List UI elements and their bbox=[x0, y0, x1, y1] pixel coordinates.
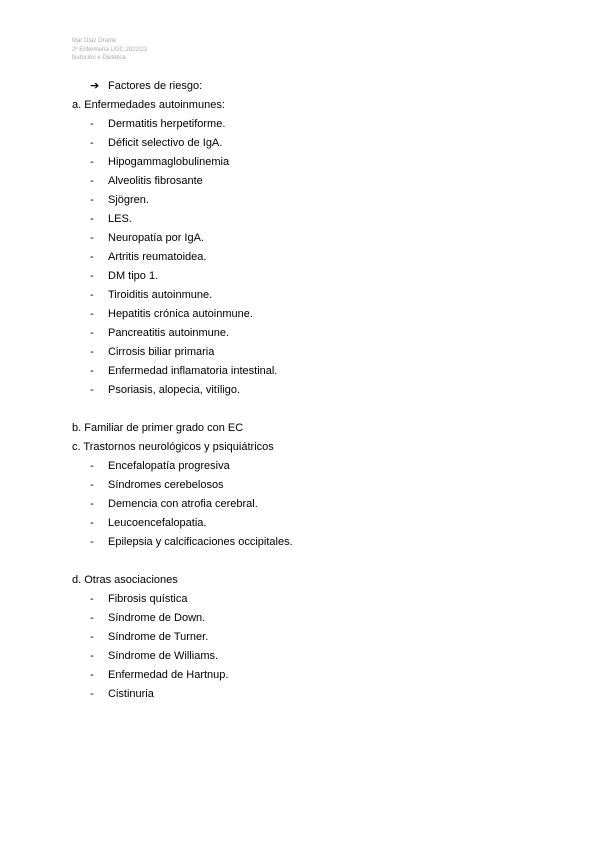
author-name: Mar Díaz Orante bbox=[72, 38, 117, 44]
list-item: - Enfermedad de Hartnup. bbox=[72, 666, 532, 685]
list-item: - Síndrome de Turner. bbox=[72, 628, 532, 647]
course-info: 2º Enfermería UGC 2022/23 bbox=[72, 46, 148, 53]
list-item: - Enfermedad inflamatoria intestinal. bbox=[72, 362, 532, 381]
document-body bbox=[72, 77, 532, 704]
intro-text: Factores de riesgo: bbox=[108, 80, 203, 92]
list-item: - Sjögren. bbox=[72, 191, 532, 210]
list-item: - DM tipo 1. bbox=[72, 267, 532, 286]
arrow-right-icon: ➔ bbox=[90, 80, 100, 92]
list-item: - Neuropatía por IgA. bbox=[72, 229, 532, 248]
dash-bullet: - bbox=[90, 194, 94, 206]
dash-bullet: - bbox=[90, 669, 94, 681]
dash-bullet: - bbox=[90, 365, 94, 377]
list-item: - Cistinuria bbox=[72, 685, 532, 704]
subject-name: Nutrición e Dietética bbox=[72, 55, 126, 61]
dash-bullet: - bbox=[90, 517, 94, 529]
list-item: - Pancreatitis autoinmune. bbox=[72, 324, 532, 343]
dash-bullet: - bbox=[90, 289, 94, 301]
section-a-list bbox=[72, 115, 532, 400]
dash-bullet: - bbox=[90, 270, 94, 282]
dash-bullet: - bbox=[90, 631, 94, 643]
section-b-heading: b. Familiar de primer grado con EC bbox=[72, 422, 244, 434]
page-header bbox=[72, 37, 147, 63]
dash-bullet: - bbox=[90, 232, 94, 244]
list-item: - Síndrome de Williams. bbox=[72, 647, 532, 666]
list-item: - Demencia con atrofia cerebral. bbox=[72, 495, 532, 514]
section-d-heading: d. Otras asociaciones bbox=[72, 574, 178, 586]
list-item: - Alveolitis fibrosante bbox=[72, 172, 532, 191]
list-item: - Psoriasis, alopecia, vitíligo. bbox=[72, 381, 532, 400]
list-item: - Fibrosis quística bbox=[72, 590, 532, 609]
list-item: - Cirrosis biliar primaria bbox=[72, 343, 532, 362]
dash-bullet: - bbox=[90, 612, 94, 624]
dash-bullet: - bbox=[90, 118, 94, 130]
dash-bullet: - bbox=[90, 327, 94, 339]
list-item: - LES. bbox=[72, 210, 532, 229]
list-item: - Encefalopatía progresiva bbox=[72, 457, 532, 476]
section-d-list bbox=[72, 590, 532, 704]
dash-bullet: - bbox=[90, 384, 94, 396]
list-item: - Tiroiditis autoinmune. bbox=[72, 286, 532, 305]
dash-bullet: - bbox=[90, 593, 94, 605]
dash-bullet: - bbox=[90, 213, 94, 225]
list-item: - Déficit selectivo de IgA. bbox=[72, 134, 532, 153]
dash-bullet: - bbox=[90, 479, 94, 491]
section-a-heading: a. Enfermedades autoinmunes: bbox=[72, 99, 225, 111]
dash-bullet: - bbox=[90, 498, 94, 510]
list-item: - Síndrome de Down. bbox=[72, 609, 532, 628]
dash-bullet: - bbox=[90, 346, 94, 358]
dash-bullet: - bbox=[90, 688, 94, 700]
list-item: - Artritis reumatoidea. bbox=[72, 248, 532, 267]
risk-factors-intro bbox=[72, 77, 532, 96]
section-c-list bbox=[72, 457, 532, 552]
dash-bullet: - bbox=[90, 175, 94, 187]
spacer bbox=[72, 400, 532, 419]
dash-bullet: - bbox=[90, 650, 94, 662]
dash-bullet: - bbox=[90, 156, 94, 168]
section-c-heading: c. Trastornos neurológicos y psiquiátricos bbox=[72, 441, 274, 453]
dash-bullet: - bbox=[90, 536, 94, 548]
list-item: - Leucoencefalopatia. bbox=[72, 514, 532, 533]
dash-bullet: - bbox=[90, 460, 94, 472]
list-item: - Síndromes cerebelosos bbox=[72, 476, 532, 495]
dash-bullet: - bbox=[90, 137, 94, 149]
list-item: - Epilepsia y calcificaciones occipitales. bbox=[72, 533, 532, 552]
dash-bullet: - bbox=[90, 251, 94, 263]
list-item: - Hipogammaglobulinemia bbox=[72, 153, 532, 172]
list-item: - Hepatitis crónica autoinmune. bbox=[72, 305, 532, 324]
list-item: - Dermatitis herpetiforme. bbox=[72, 115, 532, 134]
spacer bbox=[72, 552, 532, 571]
dash-bullet: - bbox=[90, 308, 94, 320]
